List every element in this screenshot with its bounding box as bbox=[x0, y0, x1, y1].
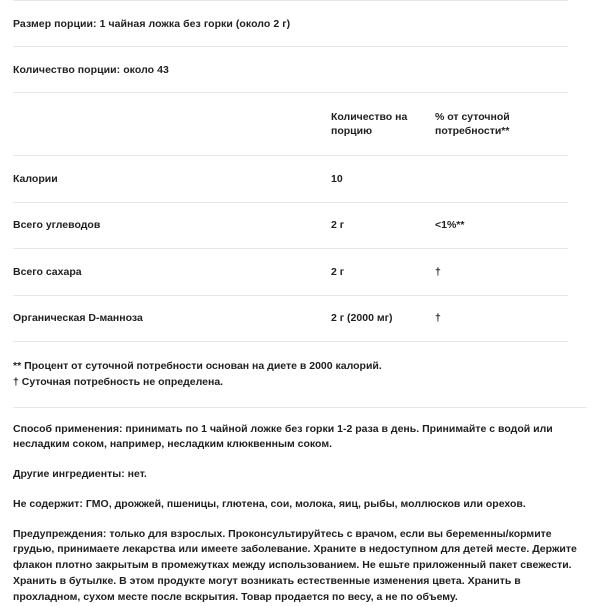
column-header-amount-per-serving bbox=[331, 93, 435, 156]
column-header-dv-line-2: потребности** bbox=[435, 125, 510, 137]
product-info-block bbox=[13, 408, 585, 606]
serving-size-label: Размер порции: 1 чайная ложка без горки (около 2 г) bbox=[13, 17, 291, 30]
other-ingredients-paragraph: Другие ингредиенты: нет. bbox=[13, 468, 147, 481]
nutrient-daily-value: † bbox=[435, 249, 568, 296]
nutrient-amount: 2 г (2000 мг) bbox=[331, 295, 435, 341]
nutrient-amount: 2 г bbox=[331, 249, 435, 296]
table-row bbox=[13, 202, 568, 249]
column-header-nutrient bbox=[13, 93, 331, 156]
nutrient-name: Калории bbox=[13, 156, 331, 203]
servings-per-container-label: Количество порции: около 43 bbox=[13, 63, 169, 76]
footnotes-block bbox=[13, 342, 587, 391]
footnote-dagger: † Суточная потребность не определена. bbox=[13, 376, 224, 389]
nutrition-facts-table bbox=[13, 92, 568, 341]
table-header-row bbox=[13, 93, 568, 156]
serving-size-row bbox=[13, 1, 587, 46]
nutrient-amount: 2 г bbox=[331, 202, 435, 249]
table-row bbox=[13, 249, 568, 296]
servings-per-container-row bbox=[13, 47, 587, 92]
nutrient-name: Всего сахара bbox=[13, 249, 331, 296]
column-header-amount-line-1: Количество на bbox=[331, 110, 408, 123]
nutrient-name: Органическая D-манноза bbox=[13, 295, 331, 341]
directions-paragraph: Способ применения: принимать по 1 чайной ложке без горки 1-2 раза в день. Принимайте с водой или несладким соком, например, несладким клюквенным соком. bbox=[13, 422, 553, 451]
column-header-amount-line-2: порцию bbox=[331, 125, 373, 137]
column-header-dv-line-1: % от суточной bbox=[435, 110, 510, 123]
footnote-percent-daily-value: ** Процент от суточной потребности основан на диете в 2000 калорий. bbox=[13, 360, 382, 372]
nutrient-amount: 10 bbox=[331, 156, 435, 203]
nutrient-daily-value: † bbox=[435, 295, 568, 341]
free-from-paragraph: Не содержит: ГМО, дрожжей, пшеницы, глютена, сои, молока, яиц, рыбы, моллюсков или орехов. bbox=[13, 497, 526, 510]
nutrient-daily-value: <1%** bbox=[435, 202, 568, 249]
warnings-paragraph: Предупреждения: только для взрослых. Проконсультируйтесь с врачом, если вы беременны/кормите грудью, принимаете лекарства или имеете заболевание. Храните в недоступном для детей месте. Держите флакон плотно закрытым в промежутках между использованием. Не ешьте приложенный пакет свежести. Хранить в бутылке. В этом продукте могут возникать естественные изменения цвета. Хранить в прохладном, сухом месте после вскрытия. Товар продается по весу, а не по объему. bbox=[13, 527, 577, 604]
column-header-daily-value bbox=[435, 93, 568, 156]
nutrient-daily-value bbox=[435, 156, 568, 203]
table-row bbox=[13, 295, 568, 341]
nutrient-name: Всего углеводов bbox=[13, 202, 331, 249]
table-row bbox=[13, 156, 568, 203]
